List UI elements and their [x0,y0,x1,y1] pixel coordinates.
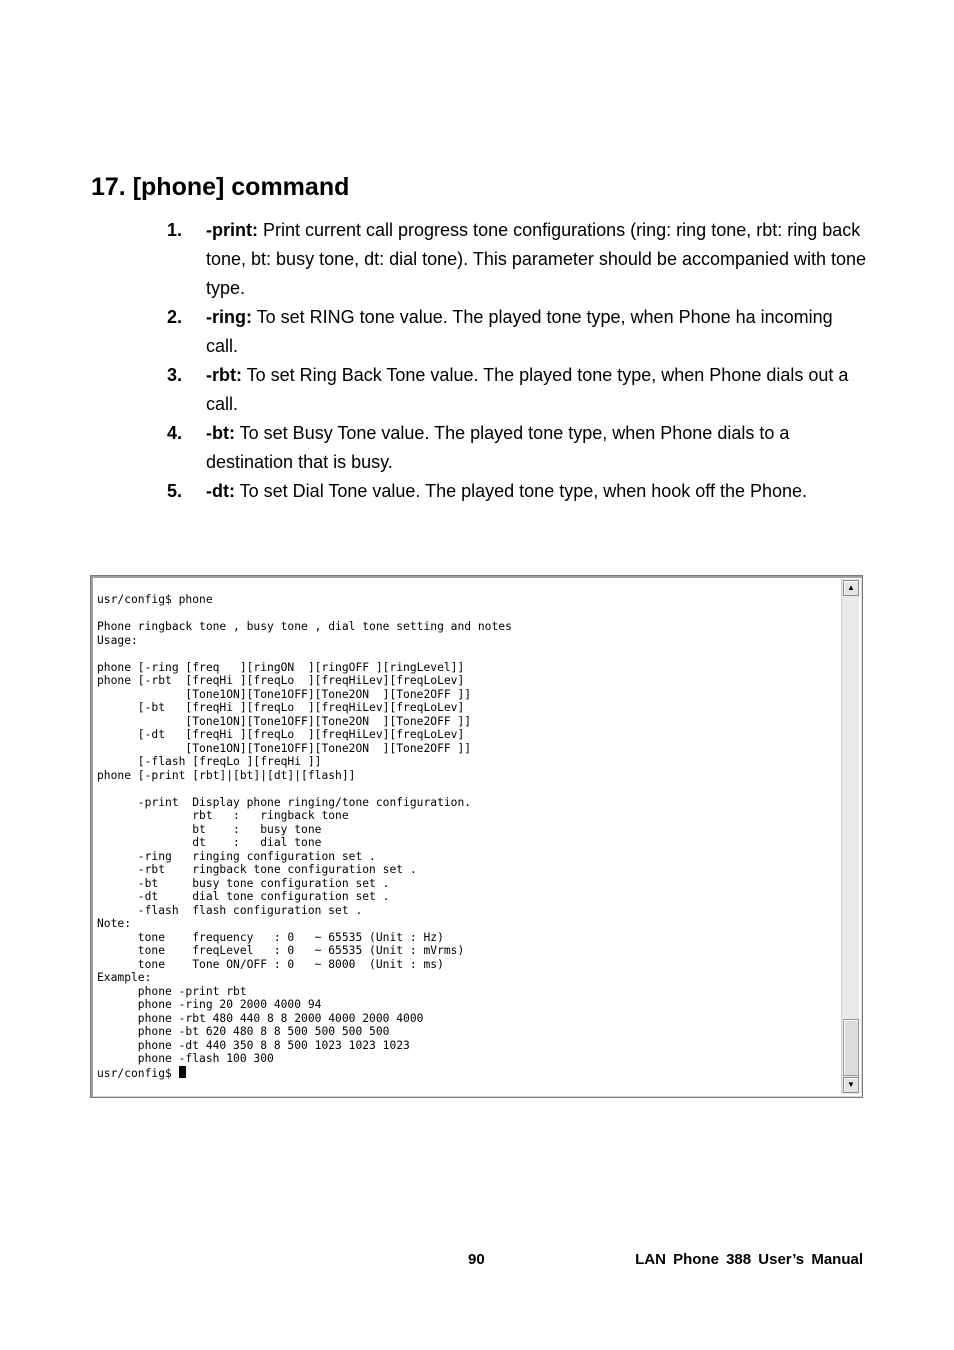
section-heading: 17. [phone] command [91,173,350,201]
list-item [167,477,867,506]
list-item [167,361,867,419]
list-item [167,303,867,361]
item-description: To set RING tone value. The played tone type, when Phone ha incoming call. [206,307,833,356]
item-term: -dt: [206,481,235,501]
scroll-up-arrow-icon[interactable]: ▲ [843,580,859,596]
parameter-list [167,216,867,506]
scroll-down-arrow-icon[interactable]: ▼ [843,1077,859,1093]
text-cursor [179,1066,186,1078]
item-term: -ring: [206,307,252,327]
page-number: 90 [468,1251,485,1268]
item-term: -rbt: [206,365,242,385]
item-term: -bt: [206,423,235,443]
command-prompt: usr/config$ [97,1066,179,1080]
console-text: usr/config$ phone Phone ringback tone , busy tone , dial tone setting and notes Usage: phone [-ring [freq ][ringON ][ringOFF ][ringLevel]] phone [-rbt [freqHi ][freqLo ][freqHiLev][freqLoLev] [Tone1ON][Tone1OFF][Tone2ON ][Tone2OFF ]] [-bt [freqHi ][freqLo ][freqHiLev][freqLoLev] [Tone1ON][Tone1OFF][Tone2ON ][Tone2OFF ]] [-dt [freqHi ][freqLo ][freqHiLev][freqLoLev] [Tone1ON][Tone1OFF][Tone2ON ][Tone2OFF ]] [-flash [freqLo ][freqHi ]] phone [-print [rbt]|[bt]|[dt]|[flash]] -print Display phone ringing/tone configuration. rbt : ringback tone bt : busy tone dt : dial tone -ring ringing configuration set . -rbt ringback tone configuration set . -bt busy tone configuration set . -dt dial tone configuration set . -flash flash configuration set . Note: tone frequency : 0 ~ 65535 (Unit : Hz) tone freqLevel : 0 ~ 65535 (Unit : mVrms) tone Tone ON/OFF : 0 ~ 8000 (Unit : ms) Example: phone -print rbt phone -ring 20 2000 4000 94 phone -rbt 480 440 8 8 2000 4000 2000 4000 phone -bt 620 480 8 8 500 500 500 500 phone -dt 440 350 8 8 500 1023 1023 1023 phone -flash 100 300 [97,593,512,1065]
item-number: 4. [167,423,183,443]
item-term: -print: [206,220,258,240]
item-description: Print current call progress tone configurations (ring: ring tone, rbt: ring back tone, bt: busy tone, dt: dial tone). This parameter should be accompanied with tone type. [206,220,867,298]
scrollbar-thumb[interactable] [843,1019,859,1076]
terminal-output [97,593,512,1080]
list-item [167,216,867,303]
item-number: 1. [167,220,183,240]
manual-title: LAN Phone 388 User’s Manual [635,1251,863,1268]
item-number: 2. [167,307,183,327]
terminal-window[interactable] [90,575,863,1098]
item-description: To set Dial Tone value. The played tone type, when hook off the Phone. [234,481,808,501]
item-description: To set Ring Back Tone value. The played tone type, when Phone dials out a call. [206,365,849,414]
vertical-scrollbar[interactable] [841,579,859,1094]
item-number: 3. [167,365,183,385]
item-number: 5. [167,481,183,501]
list-item [167,419,867,477]
item-description: To set Busy Tone value. The played tone type, when Phone dials to a destination that is busy. [206,423,790,472]
